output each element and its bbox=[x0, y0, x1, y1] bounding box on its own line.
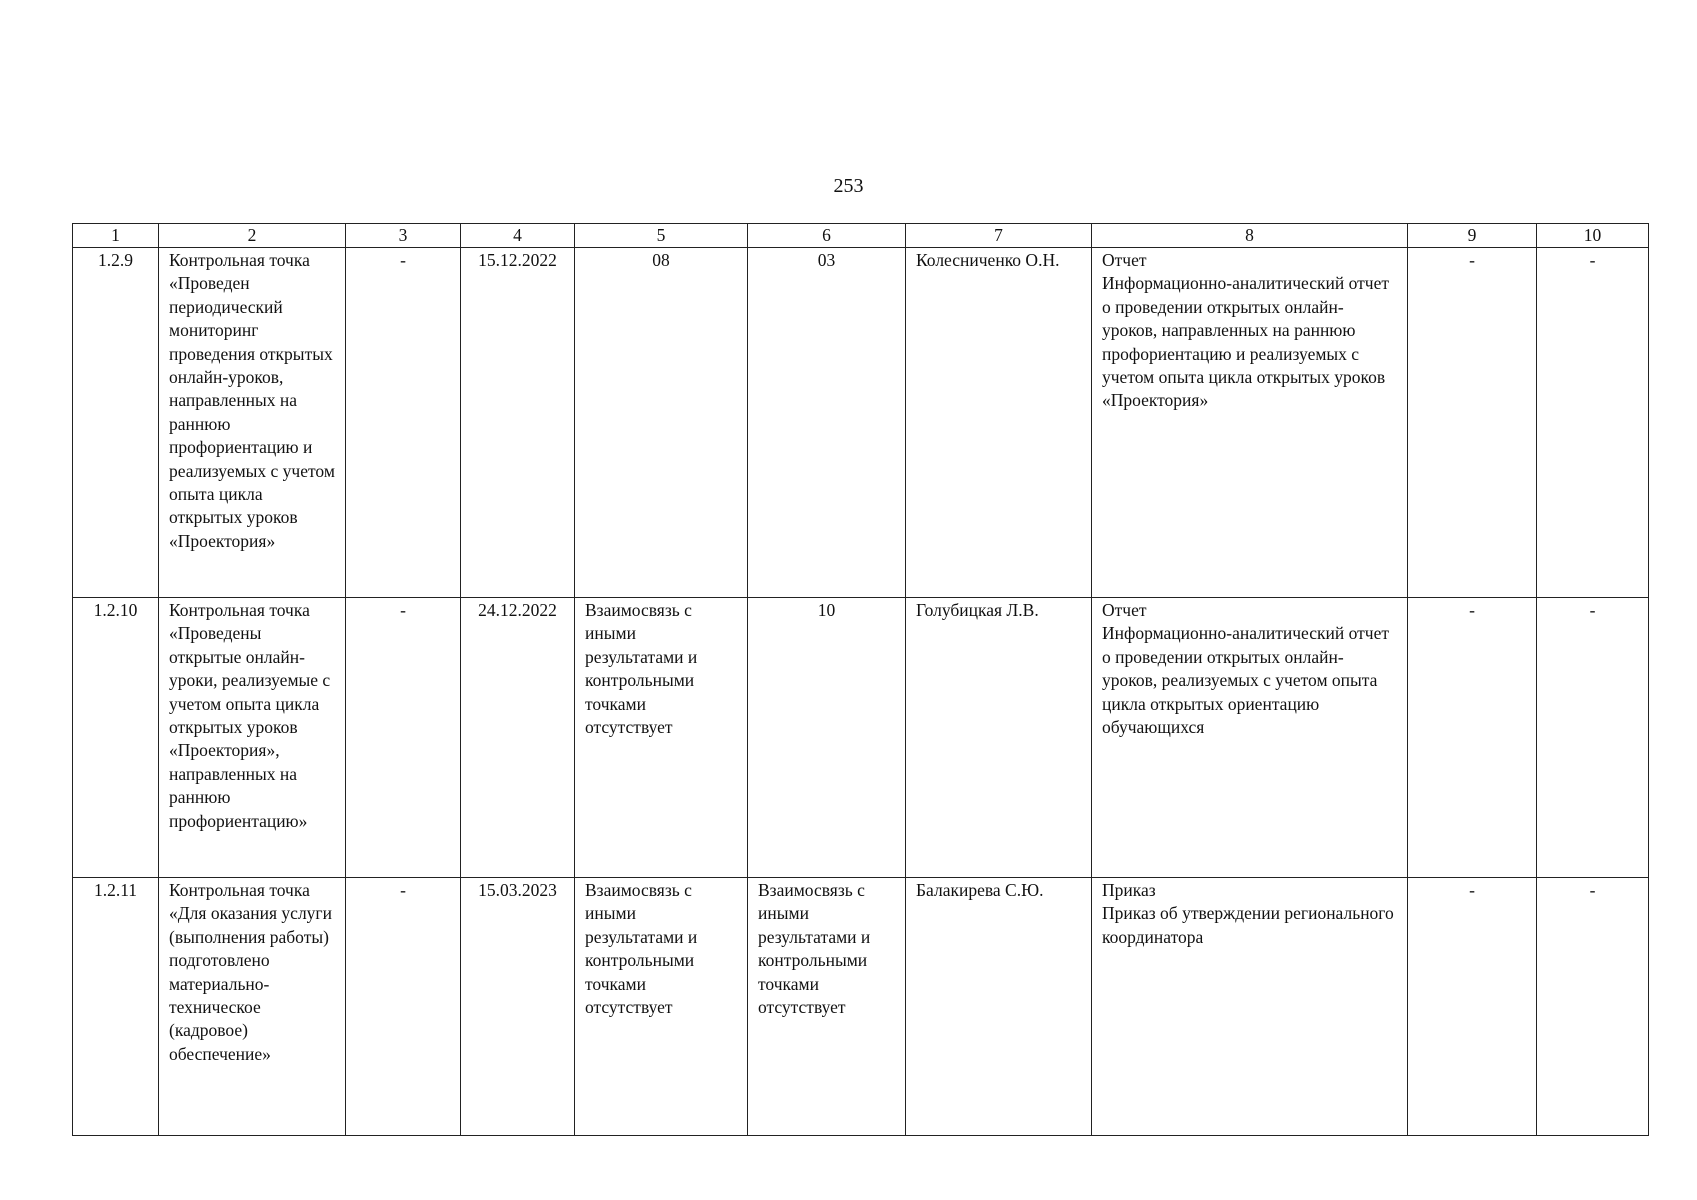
responsible-person: Колесниченко О.Н. bbox=[906, 248, 1092, 598]
table-row bbox=[73, 598, 1649, 878]
column-number-row bbox=[73, 224, 1649, 248]
cell-col6: 03 bbox=[748, 248, 906, 598]
document-description: Информационно-аналитический отчет о проведении открытых онлайн-уроков, направленных на раннюю профориентацию и реализуемых с учетом опыта цикла открытых уроков «Проектория» bbox=[1102, 273, 1390, 411]
control-point-title: Контрольная точка «Проведен периодический мониторинг проведения открытых онлайн-уроков, направленных на раннюю профориентацию и реализуемых с учетом опыта цикла открытых уроков «Проектория» bbox=[159, 248, 346, 598]
column-header: 5 bbox=[575, 224, 748, 248]
document-description: Информационно-аналитический отчет о проведении открытых онлайн-уроков, реализуемых с учетом опыта цикла открытых ориентацию обучающихся bbox=[1102, 623, 1390, 738]
deadline-date: 24.12.2022 bbox=[461, 598, 575, 878]
control-point-title: Контрольная точка «Для оказания услуги (выполнения работы) подготовлено материально-техническое (кадровое) обеспечение» bbox=[159, 878, 346, 1136]
column-header: 3 bbox=[346, 224, 461, 248]
cell-col9: - bbox=[1408, 248, 1537, 598]
column-header: 2 bbox=[159, 224, 346, 248]
document-cell bbox=[1092, 248, 1408, 598]
cell-col10: - bbox=[1537, 598, 1649, 878]
cell-col3: - bbox=[346, 248, 461, 598]
control-points-table bbox=[72, 223, 1649, 1136]
cell-col9: - bbox=[1408, 878, 1537, 1136]
cell-col5: Взаимосвязь с иными результатами и контрольными точками отсутствует bbox=[575, 878, 748, 1136]
column-header: 10 bbox=[1537, 224, 1649, 248]
cell-col3: - bbox=[346, 598, 461, 878]
cell-col10: - bbox=[1537, 878, 1649, 1136]
responsible-person: Голубицкая Л.В. bbox=[906, 598, 1092, 878]
document-cell bbox=[1092, 878, 1408, 1136]
column-header: 9 bbox=[1408, 224, 1537, 248]
row-id: 1.2.11 bbox=[73, 878, 159, 1136]
control-point-title: Контрольная точка «Проведены открытые онлайн-уроки, реализуемые с учетом опыта цикла открытых уроков «Проектория», направленных на раннюю профориентацию» bbox=[159, 598, 346, 878]
row-id: 1.2.9 bbox=[73, 248, 159, 598]
column-header: 7 bbox=[906, 224, 1092, 248]
document-cell bbox=[1092, 598, 1408, 878]
deadline-date: 15.12.2022 bbox=[461, 248, 575, 598]
document-type: Отчет bbox=[1102, 250, 1147, 270]
cell-col5: Взаимосвязь с иными результатами и контрольными точками отсутствует bbox=[575, 598, 748, 878]
document-type: Приказ bbox=[1102, 880, 1156, 900]
cell-col9: - bbox=[1408, 598, 1537, 878]
cell-col6: 10 bbox=[748, 598, 906, 878]
cell-col3: - bbox=[346, 878, 461, 1136]
table-row bbox=[73, 878, 1649, 1136]
column-header: 6 bbox=[748, 224, 906, 248]
cell-col5: 08 bbox=[575, 248, 748, 598]
responsible-person: Балакирева С.Ю. bbox=[906, 878, 1092, 1136]
row-id: 1.2.10 bbox=[73, 598, 159, 878]
document-description: Приказ об утверждении регионального координатора bbox=[1102, 903, 1394, 947]
cell-col6: Взаимосвязь с иными результатами и контрольными точками отсутствует bbox=[748, 878, 906, 1136]
document-type: Отчет bbox=[1102, 600, 1147, 620]
column-header: 8 bbox=[1092, 224, 1408, 248]
cell-col10: - bbox=[1537, 248, 1649, 598]
column-header: 1 bbox=[73, 224, 159, 248]
deadline-date: 15.03.2023 bbox=[461, 878, 575, 1136]
column-header: 4 bbox=[461, 224, 575, 248]
table-row bbox=[73, 248, 1649, 598]
page-number: 253 bbox=[833, 175, 864, 197]
